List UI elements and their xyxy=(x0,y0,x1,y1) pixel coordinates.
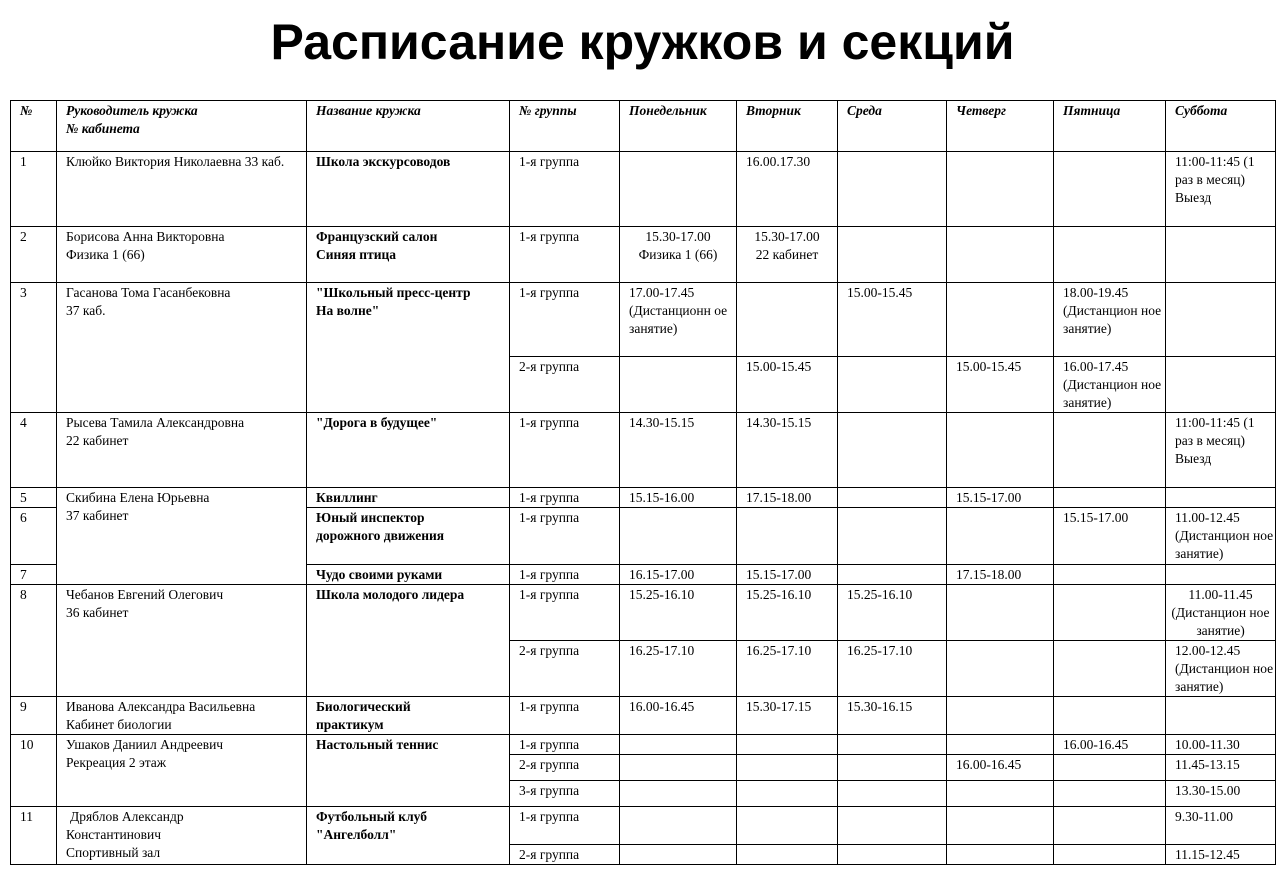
cell-leader: Гасанова Тома Гасанбековна 37 каб. xyxy=(57,283,307,413)
cell-group: 1-я группа xyxy=(510,413,620,488)
cell-wed xyxy=(838,807,947,845)
cell-mon: 16.00-16.45 xyxy=(620,697,737,735)
cell-fri xyxy=(1054,755,1166,781)
cell-thu: 15.00-15.45 xyxy=(947,357,1054,413)
cell-leader: Дряблов Александр Константинович Спортивный зал xyxy=(57,807,307,865)
cell-leader: Иванова Александра Васильевна Кабинет биологии xyxy=(57,697,307,735)
cell-thu xyxy=(947,735,1054,755)
header-mon: Понедельник xyxy=(620,101,737,152)
cell-thu xyxy=(947,845,1054,865)
cell-num: 10 xyxy=(11,735,57,807)
cell-leader: Борисова Анна Викторовна Физика 1 (66) xyxy=(57,227,307,283)
header-wed: Среда xyxy=(838,101,947,152)
cell-num: 11 xyxy=(11,807,57,865)
cell-sat xyxy=(1166,565,1276,585)
cell-mon xyxy=(620,781,737,807)
cell-num: 2 xyxy=(11,227,57,283)
header-fri: Пятница xyxy=(1054,101,1166,152)
cell-club: Французский салон Синяя птица xyxy=(307,227,510,283)
table-row xyxy=(11,413,1276,488)
cell-tue xyxy=(737,845,838,865)
cell-leader: Скибина Елена Юрьевна 37 кабинет xyxy=(57,488,307,585)
cell-sat xyxy=(1166,357,1276,413)
page-title: Расписание кружков и секций xyxy=(270,14,1015,70)
cell-tue xyxy=(737,508,838,565)
cell-group: 1-я группа xyxy=(510,697,620,735)
cell-mon xyxy=(620,755,737,781)
cell-num: 1 xyxy=(11,152,57,227)
header-thu: Четверг xyxy=(947,101,1054,152)
cell-tue: 17.15-18.00 xyxy=(737,488,838,508)
table-row xyxy=(11,585,1276,641)
cell-wed: 15.00-15.45 xyxy=(838,283,947,357)
cell-group: 1-я группа xyxy=(510,283,620,357)
cell-fri xyxy=(1054,585,1166,641)
cell-thu xyxy=(947,227,1054,283)
cell-club: Школа молодого лидера xyxy=(307,585,510,697)
cell-mon xyxy=(620,357,737,413)
cell-tue: 15.00-15.45 xyxy=(737,357,838,413)
table-row xyxy=(11,227,1276,283)
cell-sat: 11.15-12.45 xyxy=(1166,845,1276,865)
cell-mon xyxy=(620,807,737,845)
cell-club: Юный инспектор дорожного движения xyxy=(307,508,510,565)
cell-leader: Ушаков Даниил Андреевич Рекреация 2 этаж xyxy=(57,735,307,807)
cell-tue: 16.25-17.10 xyxy=(737,641,838,697)
cell-wed xyxy=(838,152,947,227)
table-row xyxy=(11,283,1276,357)
cell-mon: 15.30-17.00 Физика 1 (66) xyxy=(620,227,737,283)
header-tue: Вторник xyxy=(737,101,838,152)
cell-tue: 15.30-17.00 22 кабинет xyxy=(737,227,838,283)
cell-leader: Рысева Тамила Александровна 22 кабинет xyxy=(57,413,307,488)
cell-group: 2-я группа xyxy=(510,755,620,781)
cell-leader: Чебанов Евгений Олегович 36 кабинет xyxy=(57,585,307,697)
header-leader: Руководитель кружка № кабинета xyxy=(57,101,307,152)
cell-group: 1-я группа xyxy=(510,565,620,585)
cell-wed xyxy=(838,755,947,781)
cell-sat xyxy=(1166,488,1276,508)
cell-fri xyxy=(1054,565,1166,585)
cell-wed xyxy=(838,508,947,565)
cell-fri xyxy=(1054,697,1166,735)
cell-wed: 16.25-17.10 xyxy=(838,641,947,697)
cell-sat xyxy=(1166,283,1276,357)
cell-fri xyxy=(1054,845,1166,865)
cell-fri: 16.00-17.45 (Дистанцион ное занятие) xyxy=(1054,357,1166,413)
cell-sat xyxy=(1166,697,1276,735)
cell-thu xyxy=(947,152,1054,227)
cell-fri xyxy=(1054,413,1166,488)
cell-wed xyxy=(838,845,947,865)
cell-num: 8 xyxy=(11,585,57,697)
cell-thu: 15.15-17.00 xyxy=(947,488,1054,508)
cell-club: Школа экскурсоводов xyxy=(307,152,510,227)
table-row xyxy=(11,697,1276,735)
cell-group: 2-я группа xyxy=(510,641,620,697)
table-row xyxy=(11,735,1276,755)
cell-group: 1-я группа xyxy=(510,227,620,283)
cell-thu xyxy=(947,781,1054,807)
cell-fri: 16.00-16.45 xyxy=(1054,735,1166,755)
cell-mon: 17.00-17.45 (Дистанционн ое занятие) xyxy=(620,283,737,357)
cell-thu: 17.15-18.00 xyxy=(947,565,1054,585)
cell-group: 2-я группа xyxy=(510,357,620,413)
cell-tue: 14.30-15.15 xyxy=(737,413,838,488)
table-row xyxy=(11,807,1276,845)
cell-num: 5 xyxy=(11,488,57,508)
cell-num: 6 xyxy=(11,508,57,565)
cell-wed xyxy=(838,565,947,585)
cell-club: Квиллинг xyxy=(307,488,510,508)
table-row xyxy=(11,152,1276,227)
cell-fri xyxy=(1054,781,1166,807)
cell-group: 1-я группа xyxy=(510,488,620,508)
cell-mon: 15.15-16.00 xyxy=(620,488,737,508)
cell-sat: 11.45-13.15 xyxy=(1166,755,1276,781)
cell-fri xyxy=(1054,152,1166,227)
cell-wed: 15.30-16.15 xyxy=(838,697,947,735)
cell-num: 7 xyxy=(11,565,57,585)
cell-mon xyxy=(620,508,737,565)
cell-thu xyxy=(947,807,1054,845)
cell-thu xyxy=(947,697,1054,735)
cell-sat: 11.00-12.45 (Дистанцион ное занятие) xyxy=(1166,508,1276,565)
cell-mon: 16.25-17.10 xyxy=(620,641,737,697)
cell-thu xyxy=(947,585,1054,641)
cell-tue: 16.00.17.30 xyxy=(737,152,838,227)
cell-fri xyxy=(1054,641,1166,697)
cell-sat xyxy=(1166,227,1276,283)
cell-mon xyxy=(620,152,737,227)
cell-num: 3 xyxy=(11,283,57,413)
cell-club: Настольный теннис xyxy=(307,735,510,807)
cell-fri: 18.00-19.45 (Дистанцион ное занятие) xyxy=(1054,283,1166,357)
cell-tue xyxy=(737,283,838,357)
cell-wed xyxy=(838,227,947,283)
cell-mon xyxy=(620,735,737,755)
cell-wed xyxy=(838,781,947,807)
header-row xyxy=(11,101,1276,152)
cell-sat: 11:00-11:45 (1 раз в месяц) Выезд xyxy=(1166,413,1276,488)
cell-mon: 14.30-15.15 xyxy=(620,413,737,488)
cell-group: 1-я группа xyxy=(510,585,620,641)
cell-tue xyxy=(737,735,838,755)
cell-num: 9 xyxy=(11,697,57,735)
cell-mon xyxy=(620,845,737,865)
cell-wed xyxy=(838,357,947,413)
cell-num: 4 xyxy=(11,413,57,488)
cell-group: 1-я группа xyxy=(510,735,620,755)
cell-sat: 9.30-11.00 xyxy=(1166,807,1276,845)
header-sat: Суббота xyxy=(1166,101,1276,152)
cell-mon: 15.25-16.10 xyxy=(620,585,737,641)
cell-fri: 15.15-17.00 xyxy=(1054,508,1166,565)
cell-fri xyxy=(1054,488,1166,508)
table-row xyxy=(11,488,1276,508)
cell-sat: 11.00-11.45 (Дистанцион ное занятие) xyxy=(1166,585,1276,641)
cell-tue: 15.15-17.00 xyxy=(737,565,838,585)
cell-thu: 16.00-16.45 xyxy=(947,755,1054,781)
cell-club: "Дорога в будущее" xyxy=(307,413,510,488)
cell-mon: 16.15-17.00 xyxy=(620,565,737,585)
cell-fri xyxy=(1054,227,1166,283)
cell-group: 1-я группа xyxy=(510,807,620,845)
cell-thu xyxy=(947,508,1054,565)
cell-wed xyxy=(838,488,947,508)
cell-tue xyxy=(737,781,838,807)
cell-club: "Школьный пресс-центр На волне" xyxy=(307,283,510,413)
cell-thu xyxy=(947,283,1054,357)
cell-club: Биологический практикум xyxy=(307,697,510,735)
header-club: Название кружка xyxy=(307,101,510,152)
cell-tue: 15.25-16.10 xyxy=(737,585,838,641)
cell-sat: 12.00-12.45 (Дистанцион ное занятие) xyxy=(1166,641,1276,697)
cell-club: Футбольный клуб "Ангелболл" xyxy=(307,807,510,865)
header-num: № xyxy=(11,101,57,152)
cell-wed: 15.25-16.10 xyxy=(838,585,947,641)
cell-club: Чудо своими руками xyxy=(307,565,510,585)
cell-thu xyxy=(947,413,1054,488)
cell-group: 1-я группа xyxy=(510,508,620,565)
cell-tue xyxy=(737,755,838,781)
cell-fri xyxy=(1054,807,1166,845)
cell-sat: 11:00-11:45 (1 раз в месяц) Выезд xyxy=(1166,152,1276,227)
header-group: № группы xyxy=(510,101,620,152)
cell-sat: 10.00-11.30 xyxy=(1166,735,1276,755)
cell-thu xyxy=(947,641,1054,697)
cell-wed xyxy=(838,413,947,488)
cell-wed xyxy=(838,735,947,755)
cell-group: 2-я группа xyxy=(510,845,620,865)
schedule-table xyxy=(10,100,1276,865)
cell-tue xyxy=(737,807,838,845)
cell-group: 1-я группа xyxy=(510,152,620,227)
cell-tue: 15.30-17.15 xyxy=(737,697,838,735)
cell-sat: 13.30-15.00 xyxy=(1166,781,1276,807)
cell-leader: Клюйко Виктория Николаевна 33 каб. xyxy=(57,152,307,227)
cell-group: 3-я группа xyxy=(510,781,620,807)
